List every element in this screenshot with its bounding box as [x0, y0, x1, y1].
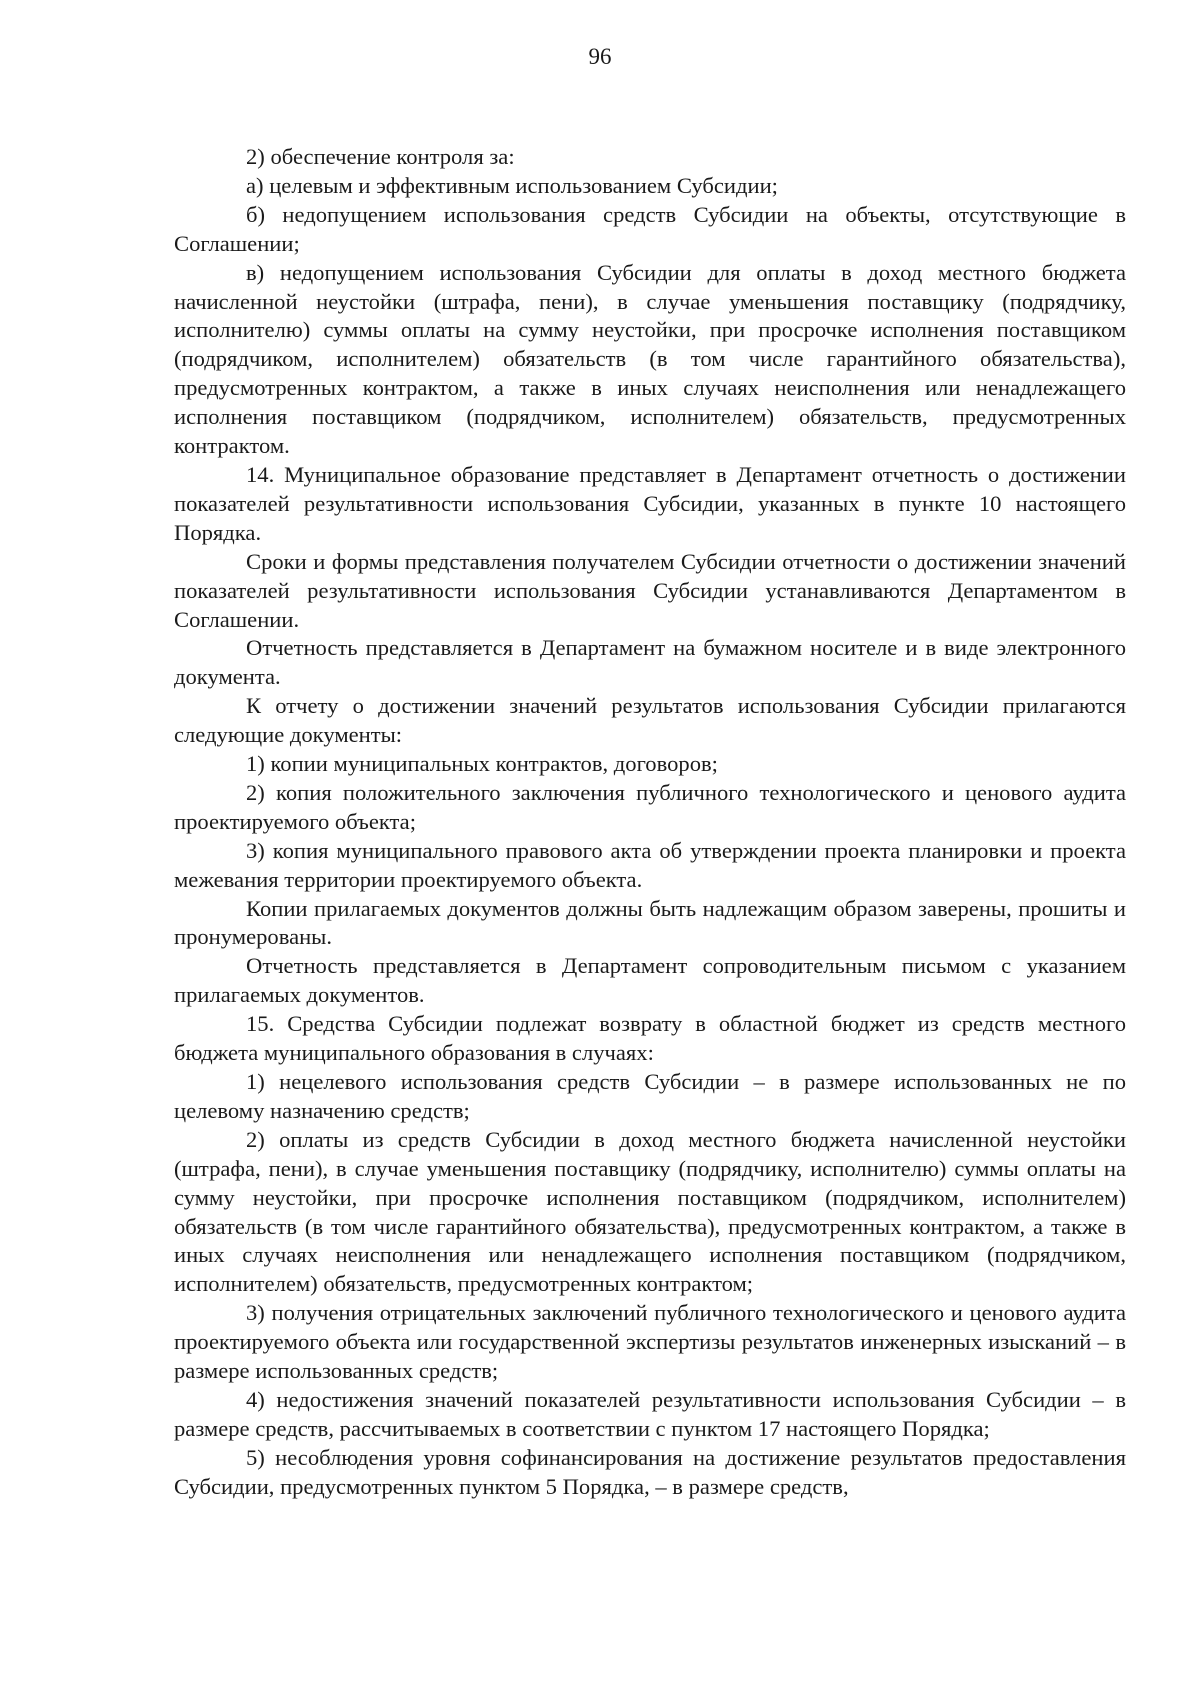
- paragraph-return-case-5: 5) несоблюдения уровня софинансирования на достижение результатов предоставления Субсидии, предусмотренных пунктом 5 Порядка, – в размере средств,: [174, 1444, 1126, 1499]
- page-number: 96: [588, 44, 612, 69]
- paragraph-control-b: б) недопущением использования средств Субсидии на объекты, отсутствующие в Соглашении;: [174, 201, 1126, 256]
- paragraph-control-a: а) целевым и эффективным использованием Субсидии;: [246, 172, 778, 198]
- paragraph-return-case-4: 4) недостижения значений показателей результативности использования Субсидии – в размере средств, рассчитываемых в соответствии с пунктом 17 настоящего Порядка;: [174, 1386, 1126, 1441]
- paragraph-return-case-3: 3) получения отрицательных заключений публичного технологического и ценового аудита проектируемого объекта или государственной экспертизы результатов инженерных изысканий – в размере использованных средств;: [174, 1300, 1126, 1384]
- paragraph-return-case-2: 2) оплаты из средств Субсидии в доход местного бюджета начисленной неустойки (штрафа, пени), в случае уменьшения поставщику (подрядчику, исполнителю) суммы оплаты на сумму неустойки, при просрочке исполнения поставщиком (подрядчиком, исполнителем) обязательств (в том числе гарантийного обязательства), предусмотренных контрактом, а также в иных случаях неисполнения или ненадлежащего исполнения поставщиком (подрядчиком, исполнителем) обязательств, предусмотренных контрактом;: [174, 1126, 1126, 1297]
- paragraph-attachment-3: 3) копия муниципального правового акта об утверждении проекта планировки и проекта межевания территории проектируемого объекта.: [174, 837, 1126, 892]
- paragraph-reporting-format: Отчетность представляется в Департамент на бумажном носителе и в виде электронного документа.: [174, 635, 1126, 690]
- paragraph-item-14: 14. Муниципальное образование представляет в Департамент отчетность о достижении показателей результативности использования Субсидии, указанных в пункте 10 настоящего Порядка.: [174, 461, 1126, 545]
- paragraph-reporting-terms: Сроки и формы представления получателем Субсидии отчетности о достижении значений показателей результативности использования Субсидии устанавливаются Департаментом в Соглашении.: [174, 548, 1126, 632]
- paragraph-attachment-1: 1) копии муниципальных контрактов, договоров;: [246, 751, 718, 777]
- paragraph-item-15: 15. Средства Субсидии подлежат возврату в областной бюджет из средств местного бюджета муниципального образования в случаях:: [174, 1011, 1126, 1066]
- paragraph-attachment-2: 2) копия положительного заключения публичного технологического и ценового аудита проектируемого объекта;: [174, 779, 1126, 834]
- paragraph-control-c: в) недопущением использования Субсидии для оплаты в доход местного бюджета начисленной неустойки (штрафа, пени), в случае уменьшения поставщику (подрядчику, исполнителю) суммы оплаты на сумму неустойки, при просрочке исполнения поставщиком (подрядчиком, исполнителем) обязательств (в том числе гарантийного обязательства), предусмотренных контрактом, а также в иных случаях неисполнения или ненадлежащего исполнения поставщиком (подрядчиком, исполнителем) обязательств, предусмотренных контрактом.: [174, 259, 1126, 459]
- paragraph-report-attachments-intro: К отчету о достижении значений результатов использования Субсидии прилагаются следующие документы:: [174, 693, 1126, 748]
- paragraph-return-case-1: 1) нецелевого использования средств Субсидии – в размере использованных не по целевому назначению средств;: [174, 1069, 1126, 1123]
- paragraph-cover-letter: Отчетность представляется в Департамент сопроводительным письмом с указанием прилагаемых документов.: [174, 953, 1126, 1008]
- paragraph-control-intro: 2) обеспечение контроля за:: [246, 144, 515, 169]
- paragraph-copies-certification: Копии прилагаемых документов должны быть надлежащим образом заверены, прошиты и пронумерованы.: [174, 895, 1126, 950]
- document-body: [174, 143, 1126, 1502]
